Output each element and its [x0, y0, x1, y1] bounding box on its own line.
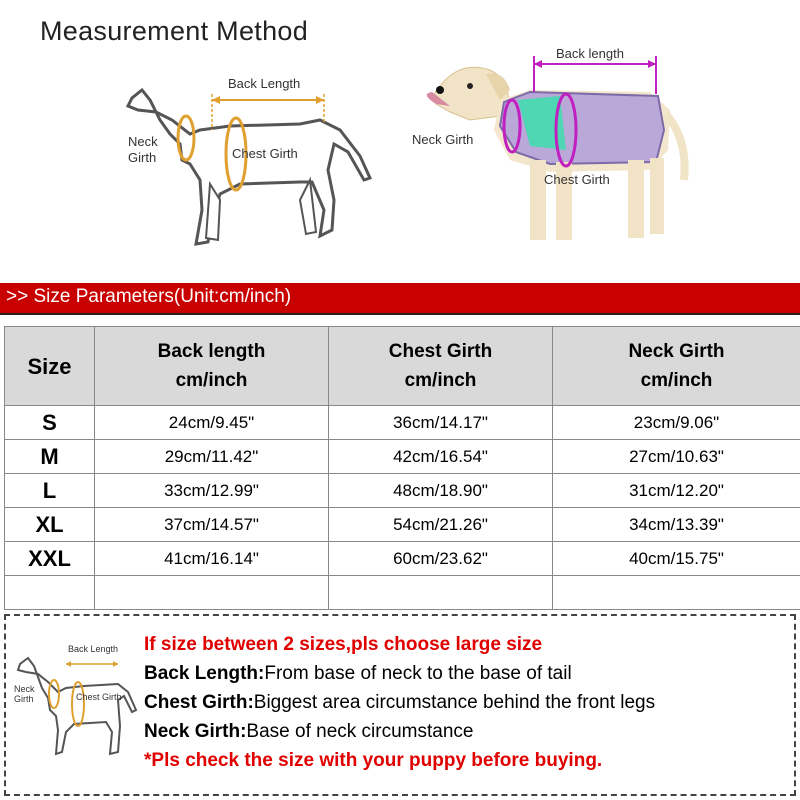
page-title: Measurement Method — [40, 16, 309, 46]
back-length-cell: 41cm/16.14" — [95, 542, 329, 576]
neck-girth-cell: 40cm/15.75" — [553, 542, 800, 576]
dog-outline-diagram — [120, 60, 380, 260]
table-header-row — [5, 327, 800, 406]
back-length-cell: 29cm/11.42" — [95, 440, 329, 474]
dog-thumbnail-icon — [14, 636, 142, 776]
size-cell: XL — [5, 508, 95, 542]
back-length-cell: 37cm/14.57" — [95, 508, 329, 542]
neck-label: Neck — [128, 134, 158, 149]
purchase-warning: *Pls check the size with your puppy before buying. — [144, 750, 603, 771]
back-length-label: Back Length — [228, 76, 301, 91]
neck-girth-note — [144, 717, 655, 746]
header-neck-girth-text: Neck Girth — [628, 341, 725, 362]
header-back-length-text: Back length — [157, 341, 266, 362]
girth-label: Girth — [128, 150, 157, 165]
size-cell: L — [5, 474, 95, 508]
dog-vest-diagram — [400, 30, 700, 270]
header-neck-girth — [553, 327, 800, 406]
dog-vest-illustration-icon — [400, 30, 700, 270]
chest-girth-cell: 54cm/21.26" — [329, 508, 553, 542]
size-cell: M — [5, 440, 95, 474]
back-length-cell: 33cm/12.99" — [95, 474, 329, 508]
back-length-note-text: From base of neck to the base of tail — [264, 663, 572, 684]
size-tip: If size between 2 sizes,pls choose large size — [144, 634, 543, 655]
thumb-back-length: Back Length — [68, 644, 119, 654]
header-size — [5, 327, 95, 406]
chest-girth-cell — [329, 576, 553, 610]
neck-girth-cell: 31cm/12.20" — [553, 474, 800, 508]
back-length-cell: 24cm/9.45" — [95, 406, 329, 440]
chest-girth-cell: 48cm/18.90" — [329, 474, 553, 508]
back-length-note — [144, 659, 655, 688]
neck-girth-cell — [553, 576, 800, 610]
chest-girth-cell: 42cm/16.54" — [329, 440, 553, 474]
header-chest-girth-unit: cm/inch — [404, 370, 477, 391]
neck-girth-cell: 27cm/10.63" — [553, 440, 800, 474]
notes-text — [144, 630, 655, 775]
size-table — [4, 326, 800, 610]
table-row — [5, 474, 800, 508]
size-parameters-banner — [0, 283, 800, 315]
back-length-label-2: Back length — [556, 46, 624, 61]
size-cell: XXL — [5, 542, 95, 576]
header-neck-girth-unit: cm/inch — [640, 370, 713, 391]
chest-girth-note-label: Chest Girth: — [144, 692, 254, 713]
header-back-length — [95, 327, 329, 406]
chest-girth-note — [144, 688, 655, 717]
table-row — [5, 406, 800, 440]
measurement-notes — [4, 614, 796, 796]
banner-text: >> Size Parameters(Unit:cm/inch) — [6, 286, 292, 307]
size-cell — [5, 576, 95, 610]
header-chest-girth — [329, 327, 553, 406]
back-length-cell — [95, 576, 329, 610]
header-size-text: Size — [27, 353, 72, 379]
back-length-note-label: Back Length: — [144, 663, 265, 684]
table-row — [5, 542, 800, 576]
chest-girth-cell: 36cm/14.17" — [329, 406, 553, 440]
thumb-neck: Neck — [14, 684, 35, 694]
thumb-girth: Girth — [14, 694, 34, 704]
thumb-chest-girth: Chest Girth — [76, 692, 122, 702]
size-cell: S — [5, 406, 95, 440]
measurement-section — [0, 0, 800, 280]
chest-girth-note-text: Biggest area circumstance behind the front legs — [253, 692, 656, 713]
neck-girth-label-2: Neck Girth — [412, 132, 474, 147]
neck-girth-note-text: Base of neck circumstance — [246, 721, 474, 742]
chest-girth-label-2: Chest Girth — [544, 172, 610, 187]
chest-girth-label: Chest Girth — [232, 146, 298, 161]
neck-girth-cell: 34cm/13.39" — [553, 508, 800, 542]
neck-girth-cell: 23cm/9.06" — [553, 406, 800, 440]
header-back-length-unit: cm/inch — [175, 370, 248, 391]
neck-girth-note-label: Neck Girth: — [144, 721, 247, 742]
table-row — [5, 440, 800, 474]
table-row — [5, 508, 800, 542]
chest-girth-cell: 60cm/23.62" — [329, 542, 553, 576]
table-row-empty — [5, 576, 800, 610]
dog-thumbnail — [14, 636, 142, 776]
header-chest-girth-text: Chest Girth — [388, 341, 493, 362]
